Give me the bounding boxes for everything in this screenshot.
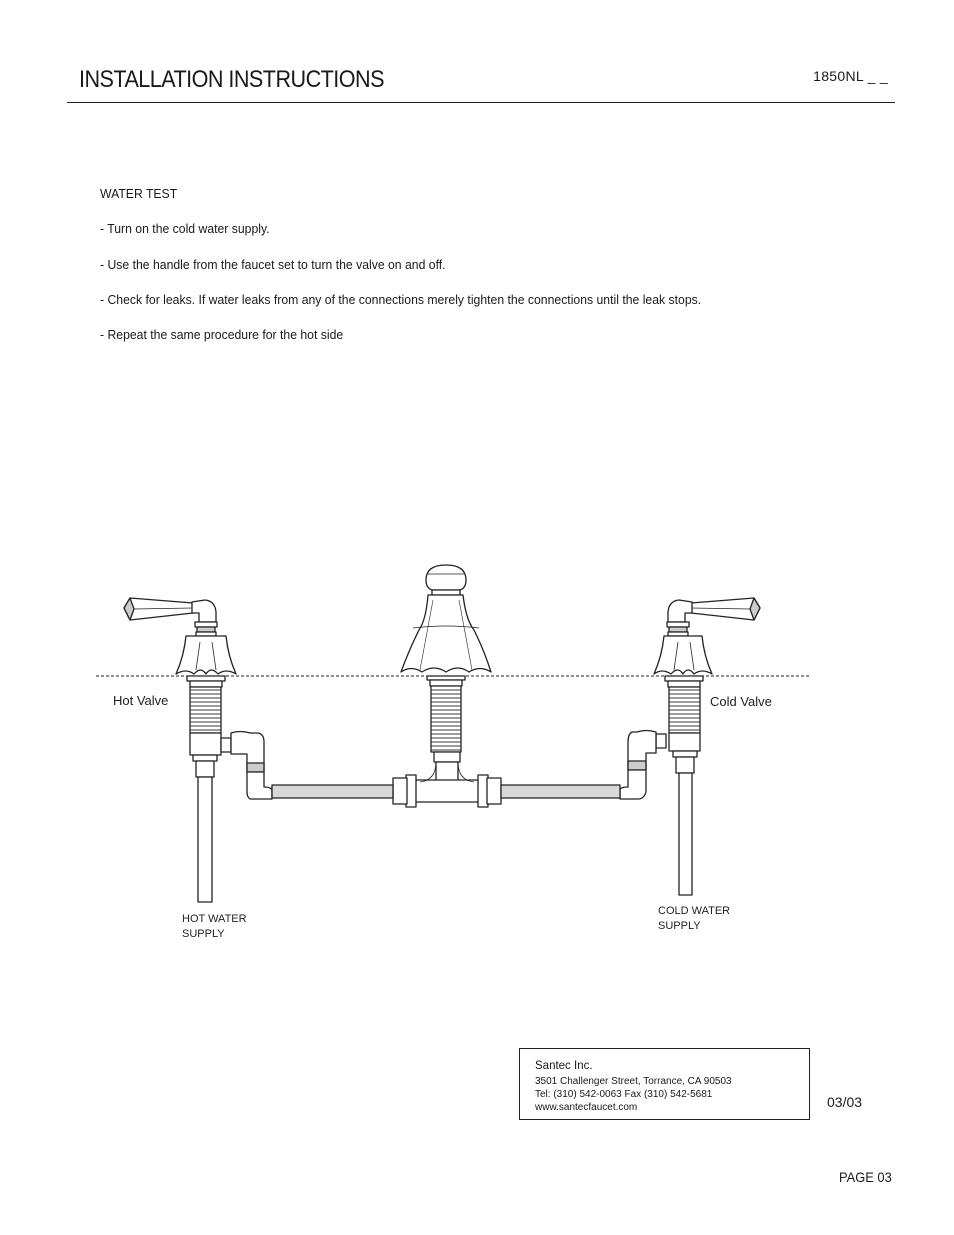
contact-box [519,1048,810,1120]
hot-water-supply-label: HOT WATER SUPPLY [182,913,247,940]
hot-valve-label: Hot Valve [113,693,169,708]
instruction-step-3: - Check for leaks. If water leaks from any of the connections merely tighten the connections until the leak stops. [100,292,702,307]
instruction-step-4: - Repeat the same procedure for the hot side [100,327,344,342]
cold-valve [620,598,760,895]
company-address: 3501 Challenger Street, Torrance, CA 90503 [535,1076,732,1087]
instruction-step-2: - Use the handle from the faucet set to turn the valve on and off. [100,257,446,272]
revision-date: 03/03 [827,1094,863,1110]
page-number: PAGE 03 [839,1169,892,1185]
company-website: www.santecfaucet.com [535,1102,638,1113]
cold-water-supply-label: COLD WATER SUPPLY [658,905,731,932]
instruction-step-1: - Turn on the cold water supply. [100,221,270,236]
hot-valve [124,598,272,902]
company-phone: Tel: (310) 542-0063 Fax (310) 542-5681 [535,1089,713,1100]
section-heading: WATER TEST [100,186,178,201]
model-number: 1850NL _ _ [813,68,888,84]
center-spout [393,565,501,807]
hot-connecting-hose [272,785,393,798]
cold-connecting-hose [501,785,620,798]
header-divider [67,102,895,103]
cold-valve-label: Cold Valve [710,694,772,709]
faucet-installation-diagram [0,540,954,960]
page-title: INSTALLATION INSTRUCTIONS [79,66,384,93]
company-name: Santec Inc. [535,1060,593,1072]
